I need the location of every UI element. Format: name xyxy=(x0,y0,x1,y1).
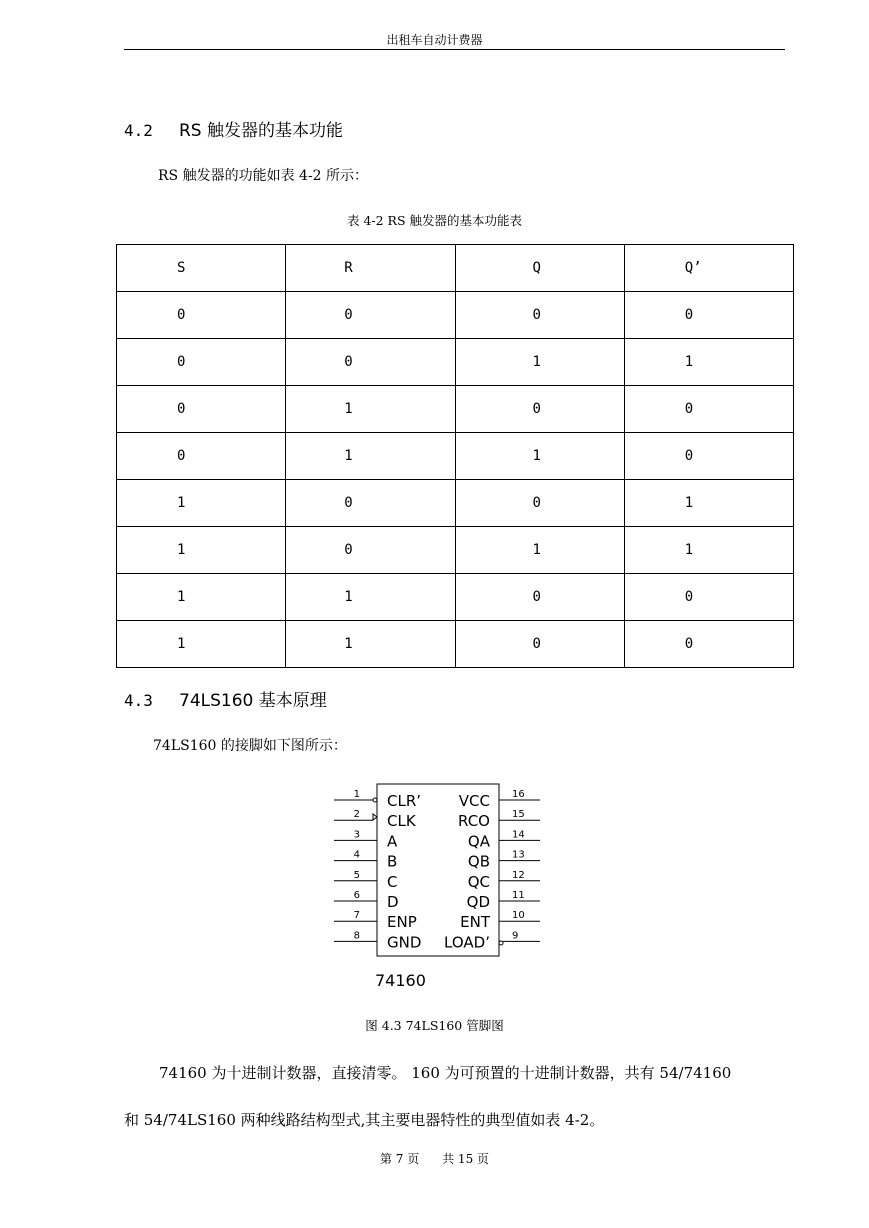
body-paragraph-line-1: 74160 为十进制计数器，直接清零。 160 为可预置的十进制计数器，共有 54/74160 xyxy=(159,1064,732,1082)
table-cell: 1 xyxy=(455,527,624,574)
table-cell: 1 xyxy=(286,574,455,621)
table-cell: 1 xyxy=(286,621,455,668)
header-cell: Q xyxy=(455,245,624,292)
table-cell: 0 xyxy=(624,433,793,480)
table-cell: 0 xyxy=(286,527,455,574)
table-cell: 0 xyxy=(455,621,624,668)
table-cell: 1 xyxy=(117,621,286,668)
table-cell: 0 xyxy=(624,386,793,433)
table-cell: 1 xyxy=(624,339,793,386)
table-cell: 1 xyxy=(455,339,624,386)
table-cell: 1 xyxy=(455,433,624,480)
table-cell: 0 xyxy=(117,292,286,339)
pin-name: A xyxy=(387,832,398,851)
header-cell: S xyxy=(117,245,286,292)
pin-name: D xyxy=(387,893,399,911)
table-row xyxy=(117,292,794,339)
section-number: 4.3 xyxy=(124,691,153,710)
section-title: RS 触发器的基本功能 xyxy=(179,121,344,141)
inversion-bubble xyxy=(373,798,377,802)
clock-marker xyxy=(373,814,377,820)
table-cell: 0 xyxy=(455,292,624,339)
pin-name: QB xyxy=(467,852,490,871)
table-row xyxy=(117,527,794,574)
table-cell: 0 xyxy=(624,292,793,339)
section-heading-4-2 xyxy=(124,116,343,141)
table-row xyxy=(117,621,794,668)
pin-number: 9 xyxy=(512,930,519,942)
table-cell: 0 xyxy=(286,480,455,527)
pin-number: 13 xyxy=(512,849,525,861)
pin-number: 5 xyxy=(353,869,360,881)
table-header-row xyxy=(117,245,794,292)
table-cell: 1 xyxy=(117,527,286,574)
pin-name: C xyxy=(387,872,398,891)
table-cell: 0 xyxy=(455,574,624,621)
pin-number: 4 xyxy=(353,849,360,861)
pin-number: 12 xyxy=(512,869,525,881)
table-cell: 0 xyxy=(455,386,624,433)
header-rule xyxy=(124,49,785,50)
table-cell: 0 xyxy=(624,621,793,668)
section-number: 4.2 xyxy=(124,121,153,140)
table-row xyxy=(117,433,794,480)
section-title: 74LS160 基本原理 xyxy=(179,691,327,711)
intro-paragraph-4-3: 74LS160 的接脚如下图所示： xyxy=(153,738,347,754)
pin-name: B xyxy=(387,852,398,871)
table-cell: 1 xyxy=(624,480,793,527)
header-cell: Q’ xyxy=(624,245,793,292)
pin-name: GND xyxy=(387,933,422,952)
table-row xyxy=(117,574,794,621)
table-cell: 0 xyxy=(455,480,624,527)
chip-pinout-diagram xyxy=(330,780,550,995)
pin-name: ENT xyxy=(460,913,490,932)
pin-name: ENP xyxy=(387,913,417,932)
table-cell: 0 xyxy=(624,574,793,621)
pin-number: 11 xyxy=(512,890,525,901)
intro-paragraph-4-2: RS 触发器的功能如表 4-2 所示： xyxy=(158,168,369,184)
table-cell: 1 xyxy=(117,480,286,527)
section-heading-4-3 xyxy=(124,686,327,711)
pin-name: QD xyxy=(466,893,490,911)
table-cell: 1 xyxy=(286,433,455,480)
chip-label: 74160 xyxy=(375,971,426,990)
table-cell: 1 xyxy=(624,527,793,574)
header-cell: R xyxy=(286,245,455,292)
pin-name: CLR’ xyxy=(387,792,422,810)
pin-number: 14 xyxy=(512,829,525,841)
pin-number: 16 xyxy=(512,789,525,800)
table-cell: 0 xyxy=(117,339,286,386)
pin-number: 10 xyxy=(512,910,525,922)
table-cell: 0 xyxy=(117,433,286,480)
pin-number: 8 xyxy=(353,930,360,942)
table-cell: 0 xyxy=(286,292,455,339)
pin-name: QC xyxy=(467,872,490,891)
pin-number: 1 xyxy=(353,789,360,800)
table-row xyxy=(117,480,794,527)
running-header: 出租车自动计费器 xyxy=(386,33,483,47)
table-cell: 0 xyxy=(286,339,455,386)
pin-number: 2 xyxy=(353,809,360,821)
rs-function-table xyxy=(116,244,794,668)
table-cell: 1 xyxy=(286,386,455,433)
pin-name: QA xyxy=(467,832,490,851)
table-row xyxy=(117,339,794,386)
pin-name: RCO xyxy=(458,812,490,831)
pin-number: 3 xyxy=(353,829,360,841)
figure-caption: 图 4.3 74LS160 管脚图 xyxy=(365,1018,504,1033)
table-cell: 0 xyxy=(117,386,286,433)
pin-number: 15 xyxy=(512,809,525,821)
inversion-bubble xyxy=(499,941,503,945)
table-cell: 1 xyxy=(117,574,286,621)
pin-number: 6 xyxy=(353,890,360,901)
pin-name: VCC xyxy=(458,792,490,810)
table-caption: 表 4-2 RS 触发器的基本功能表 xyxy=(346,213,523,228)
pin-number: 7 xyxy=(353,910,360,922)
page-footer: 第 7 页 共 15 页 xyxy=(379,1152,490,1166)
pin-name: LOAD’ xyxy=(444,933,490,952)
table-row xyxy=(117,386,794,433)
body-paragraph-line-2: 和 54/74LS160 两种线路结构型式,其主要电器特性的典型值如表 4-2。 xyxy=(124,1111,605,1129)
pin-name: CLK xyxy=(387,812,416,831)
